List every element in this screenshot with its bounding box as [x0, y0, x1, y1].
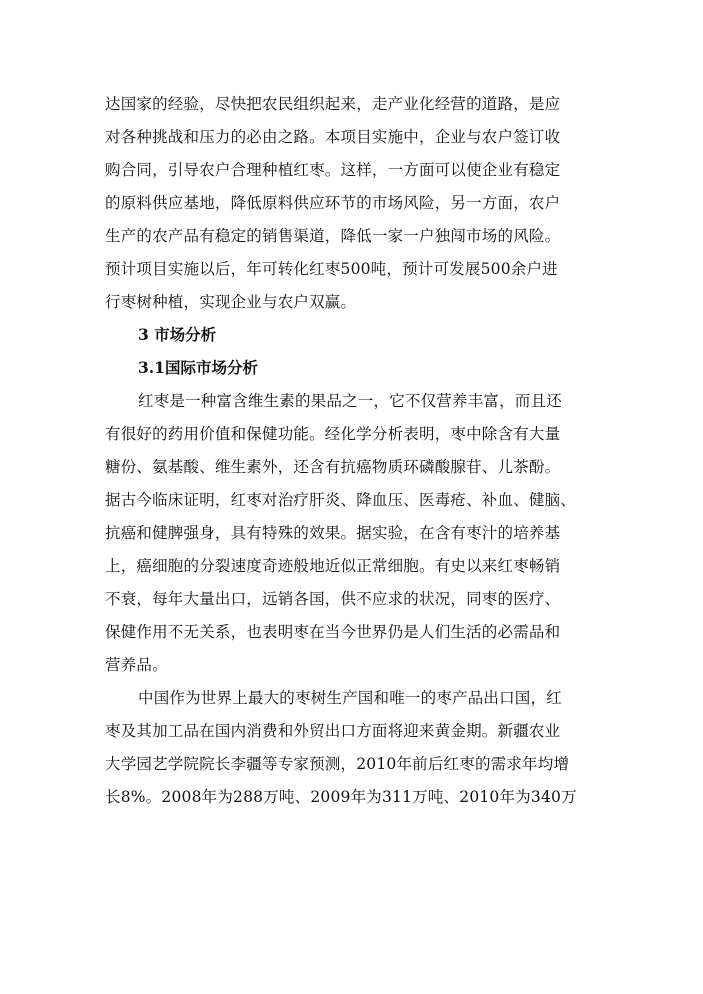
- paragraph-2-line-3: 糖份、氨基酸、维生素外，还含有抗癌物质环磷酸腺苷、儿茶酚。: [105, 458, 561, 476]
- section-heading-3: 3 市场分析: [138, 325, 217, 344]
- paragraph-3-line-1: 中国作为世界上最大的枣树生产国和唯一的枣产品出口国，红: [138, 689, 562, 707]
- paragraph-1-line-3: 购合同，引导农户合理种植红枣。这样，一方面可以使企业有稳定: [105, 161, 561, 179]
- paragraph-2-line-2: 有很好的药用价值和保健功能。经化学分析表明，枣中除含有大量: [105, 425, 561, 443]
- paragraph-2-line-6: 上，癌细胞的分裂速度奇迹般地近似正常细胞。有史以来红枣畅销: [105, 557, 561, 575]
- paragraph-1-line-7: 行枣树种植，实现企业与农户双赢。: [105, 293, 357, 311]
- section-heading-3-1: 3.1国际市场分析: [138, 358, 258, 377]
- paragraph-1-line-1: 达国家的经验，尽快把农民组织起来，走产业化经营的道路，是应: [105, 95, 561, 113]
- paragraph-3-line-4: 长8%。2008年为288万吨、2009年为311万吨、2010年为340万: [105, 788, 577, 806]
- paragraph-3-line-3: 大学园艺学院院长李疆等专家预测，2010年前后红枣的需求年均增: [105, 755, 570, 773]
- paragraph-2-line-9: 营养品。: [105, 656, 168, 674]
- paragraph-2-line-7: 不衰，每年大量出口，远销各国，供不应求的状况，同枣的医疗、: [105, 590, 561, 608]
- paragraph-1-line-5: 生产的农产品有稳定的销售渠道，降低一家一户独闯市场的风险。: [105, 227, 561, 245]
- paragraph-2-line-8: 保健作用不无关系，也表明枣在当今世界仍是人们生活的必需品和: [105, 623, 561, 641]
- paragraph-2-line-1: 红枣是一种富含维生素的果品之一，它不仅营养丰富，而且还: [138, 392, 562, 410]
- paragraph-3-line-2: 枣及其加工品在国内消费和外贸出口方面将迎来黄金期。新疆农业: [105, 722, 561, 740]
- paragraph-2-line-5: 抗癌和健脾强身，具有特殊的效果。据实验，在含有枣汁的培养基: [105, 524, 561, 542]
- paragraph-1-line-6: 预计项目实施以后，年可转化红枣500吨，预计可发展500余户进: [105, 260, 558, 278]
- paragraph-1-line-4: 的原料供应基地，降低原料供应环节的市场风险，另一方面，农户: [105, 194, 561, 212]
- paragraph-2-line-4: 据古今临床证明，红枣对治疗肝炎、降血压、医毒疮、补血、健脑、: [105, 491, 577, 509]
- paragraph-1-line-2: 对各种挑战和压力的必由之路。本项目实施中，企业与农户签订收: [105, 128, 561, 146]
